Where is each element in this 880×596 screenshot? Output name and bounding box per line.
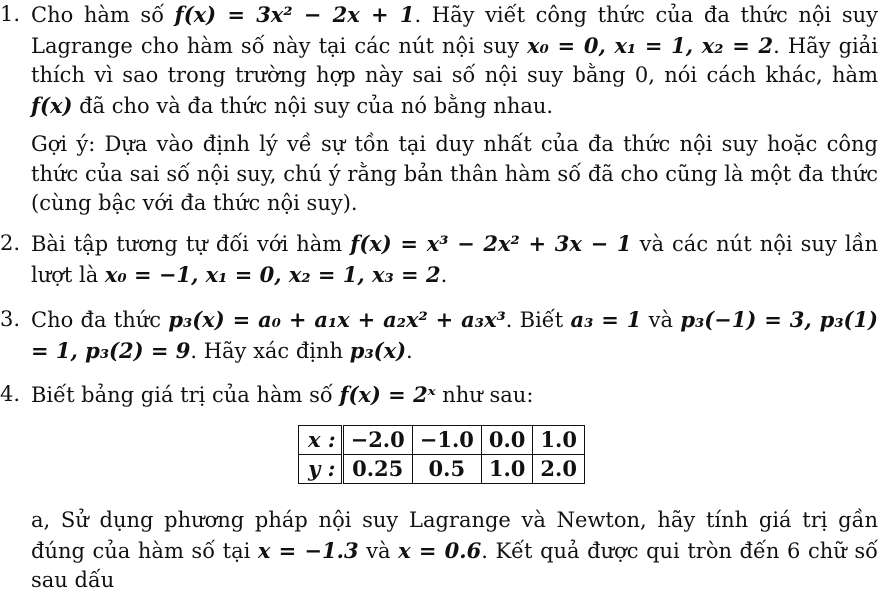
math-expression: f(x): [31, 92, 73, 118]
math-expression: f(x) = 2ˣ: [339, 382, 436, 407]
problem-2: [0, 229, 878, 290]
x-label: x :: [299, 426, 343, 455]
table-cell: 0.25: [342, 455, 412, 484]
problem-4-part-a: [0, 506, 878, 596]
math-expression: a₃ = 1: [570, 307, 642, 332]
table-cell: 2.0: [533, 455, 585, 484]
table-cell: −2.0: [342, 426, 412, 455]
problem-text: Biết bảng giá trị của hàm số f(x) = 2ˣ như sau:: [31, 382, 534, 407]
part-a-text: a, Sử dụng phương pháp nội suy Lagrange và Newton, hãy tính giá trị gần đúng của hàm số tại x = −1.3 và x = 0.6. Kết quả được qui tròn đến 6 chữ số sau dấu: [31, 508, 878, 592]
problem-text: Bài tập tương tự đối với hàm f(x) = x³ − 2x² + 3x − 1 và các nút nội suy lần lượt là x₀ = −1, x₁ = 0, x₂ = 1, x₃ = 2.: [31, 231, 878, 287]
problem-text: Cho hàm số f(x) = 3x² − 2x + 1. Hãy viết công thức của đa thức nội suy Lagrange cho hàm số này tại các nút nội suy x₀ = 0, x₁ = 1, x₂ = 2. Hãy giải thích vì sao trong trường hợp này sai số nội suy bằng 0, nói cách khác, hàm f(x) đã cho và đa thức nội suy của nó bằng nhau.: [31, 2, 878, 118]
math-expression: x = 0.6: [398, 537, 482, 563]
problem-1: [0, 0, 878, 219]
value-table: [298, 425, 585, 484]
table-cell: 1.0: [481, 455, 533, 484]
math-expression: x₀ = −1, x₁ = 0, x₂ = 1, x₃ = 2: [104, 261, 441, 287]
problem-4: [0, 380, 878, 411]
table-row-y: [299, 455, 585, 484]
math-expression: f(x) = x³ − 2x² + 3x − 1: [350, 231, 632, 256]
problem-number: 1.: [0, 2, 21, 26]
math-expression: f(x) = 3x² − 2x + 1: [174, 2, 415, 27]
math-expression: x = −1.3: [257, 537, 359, 563]
table-cell: 1.0: [533, 426, 585, 455]
math-expression: p₃(x) = a₀ + a₁x + a₂x² + a₃x³: [168, 307, 506, 332]
problem-number: 4.: [0, 382, 21, 406]
table-row-x: [299, 426, 585, 455]
math-expression: x₀ = 0, x₁ = 1, x₂ = 2: [527, 32, 774, 58]
problem-number: 3.: [0, 307, 21, 331]
table-cell: −1.0: [412, 426, 481, 455]
hint-text: Gợi ý: Dựa vào định lý về sự tồn tại duy nhất của đa thức nội suy hoặc công thức của sai số nội suy, chú ý rằng bản thân hàm số đã cho cũng là một đa thức (cùng bậc với đa thức nội suy).: [31, 132, 878, 215]
table-cell: 0.0: [481, 426, 533, 455]
y-label: y :: [299, 455, 343, 484]
math-expression: p₃(−1) = 3, p₃(1) = 1, p₃(2) = 9: [31, 307, 878, 363]
problem-number: 2.: [0, 231, 21, 255]
problem-text: Cho đa thức p₃(x) = a₀ + a₁x + a₂x² + a₃x³. Biết a₃ = 1 và p₃(−1) = 3, p₃(1) = 1, p₃(2) = 9. Hãy xác định p₃(x).: [31, 307, 878, 363]
math-expression: p₃(x): [349, 337, 407, 363]
problem-3: [0, 305, 878, 366]
table-cell: 0.5: [412, 455, 481, 484]
